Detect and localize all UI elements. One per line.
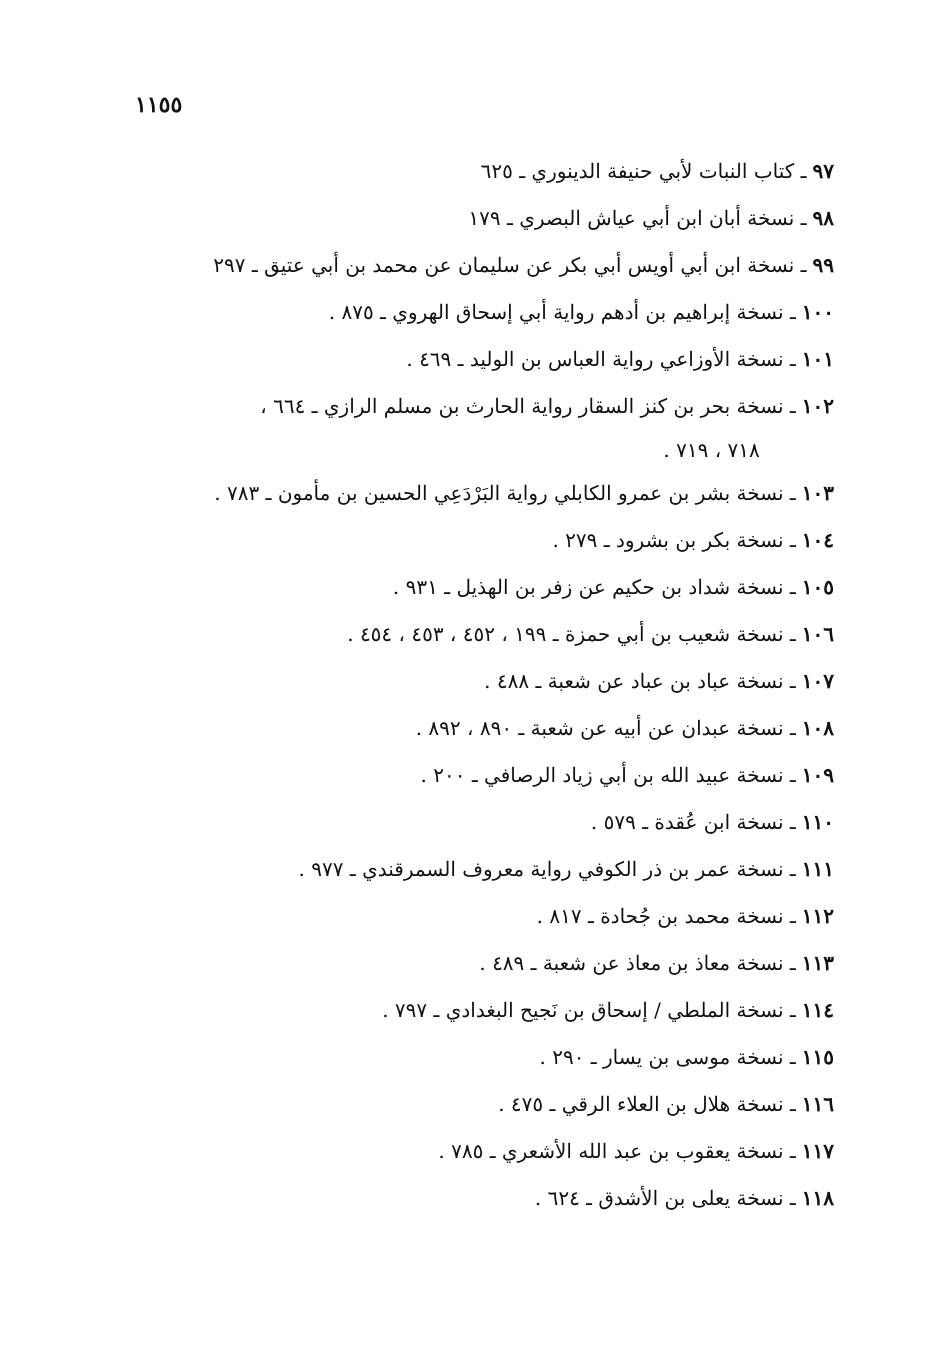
entry-text: ـ نسخة الأوزاعي رواية العباس بن الوليد ـ ٤٦٩ . <box>406 347 796 371</box>
entry-text: ـ نسخة بكر بن بشرود ـ ٢٧٩ . <box>552 528 796 552</box>
list-item <box>134 564 834 611</box>
list-item <box>134 289 834 336</box>
entry-number: ١١٨ <box>801 1186 834 1210</box>
list-item <box>134 1034 834 1081</box>
list-item <box>134 470 834 517</box>
entry-text: ـ نسخة شعيب بن أبي حمزة ـ ١٩٩ ، ٤٥٢ ، ٤٥٣ ، ٤٥٤ . <box>347 622 796 646</box>
entry-text: ـ نسخة هلال بن العلاء الرقي ـ ٤٧٥ . <box>498 1092 796 1116</box>
entry-text: ـ نسخة بحر بن كنز السقار رواية الحارث بن مسلم الرازي ـ ٦٦٤ ، <box>260 394 796 418</box>
list-item <box>134 336 834 383</box>
list-item <box>134 705 834 752</box>
entry-text: ـ نسخة عباد بن عباد عن شعبة ـ ٤٨٨ . <box>484 669 796 693</box>
list-item <box>134 752 834 799</box>
entry-text: ـ نسخة أبان ابن أبي عياش البصري ـ ١٧٩ <box>468 206 807 230</box>
list-item <box>134 658 834 705</box>
entry-number: ١١٧ <box>801 1139 834 1163</box>
entry-text: ـ نسخة محمد بن جُحادة ـ ٨١٧ . <box>536 904 796 928</box>
list-item <box>134 846 834 893</box>
entry-number: ١١٢ <box>801 904 834 928</box>
entry-text: ـ نسخة إبراهيم بن أدهم رواية أبي إسحاق الهروي ـ ٨٧٥ . <box>328 300 796 324</box>
list-item <box>134 148 834 195</box>
entry-text-block <box>134 383 796 470</box>
entry-number: ١١٦ <box>801 1092 834 1116</box>
entry-number: ١١١ <box>801 857 834 881</box>
entry-text: ـ نسخة ابن أبي أويس أبي بكر عن سليمان عن محمد بن أبي عتيق ـ ٢٩٧ <box>213 253 807 277</box>
list-item <box>134 383 834 470</box>
entry-number: ١٠٦ <box>801 622 834 646</box>
list-item <box>134 987 834 1034</box>
entry-number: ٩٩ <box>812 253 834 277</box>
entry-text: ـ نسخة عبيد الله بن أبي زياد الرصافي ـ ٢٠٠ . <box>420 763 796 787</box>
entry-number: ١٠٣ <box>801 481 834 505</box>
entry-number: ١٠٢ <box>801 394 834 418</box>
list-item <box>134 893 834 940</box>
entry-number: ١١٠ <box>801 810 834 834</box>
list-item <box>134 940 834 987</box>
entry-text: ـ نسخة بشر بن عمرو الكابلي رواية البَرْدَعِي الحسين بن مأمون ـ ٧٨٣ . <box>214 481 796 505</box>
entry-text: ـ نسخة شداد بن حكيم عن زفر بن الهذيل ـ ٩٣١ . <box>392 575 796 599</box>
entry-text: ـ كتاب النبات لأبي حنيفة الدينوري ـ ٦٢٥ <box>480 159 807 183</box>
entry-number: ١١٥ <box>801 1045 834 1069</box>
list-item <box>134 1175 834 1222</box>
entry-number: ١٠٨ <box>801 716 834 740</box>
entry-number: ١١٣ <box>801 951 834 975</box>
entry-text: ـ نسخة ابن عُقدة ـ ٥٧٩ . <box>590 810 796 834</box>
list-item <box>134 611 834 658</box>
entry-number: ١٠٠ <box>801 300 834 324</box>
entry-number: ١٠٧ <box>801 669 834 693</box>
entry-text: ـ نسخة معاذ بن معاذ عن شعبة ـ ٤٨٩ . <box>479 951 796 975</box>
list-item <box>134 1081 834 1128</box>
entry-number: ٩٧ <box>812 159 834 183</box>
list-item <box>134 195 834 242</box>
list-item <box>134 799 834 846</box>
entry-continuation: ٧١٨ ، ٧١٩ . <box>663 438 760 462</box>
entry-number: ١٠١ <box>801 347 834 371</box>
entry-text: ـ نسخة موسى بن يسار ـ ٢٩٠ . <box>539 1045 796 1069</box>
entry-text: ـ نسخة الملطي / إسحاق بن نَجيح البغدادي ـ ٧٩٧ . <box>382 998 796 1022</box>
entry-number: ١٠٩ <box>801 763 834 787</box>
entry-number: ١٠٥ <box>801 575 834 599</box>
entry-text: ـ نسخة عمر بن ذر الكوفي رواية معروف السمرقندي ـ ٩٧٧ . <box>298 857 796 881</box>
entry-number: ١١٤ <box>801 998 834 1022</box>
entry-text: ـ نسخة يعلى بن الأشدق ـ ٦٢٤ . <box>534 1186 796 1210</box>
entry-number: ١٠٤ <box>801 528 834 552</box>
entry-text: ـ نسخة يعقوب بن عبد الله الأشعري ـ ٧٨٥ . <box>438 1139 796 1163</box>
list-item <box>134 517 834 564</box>
list-item <box>134 242 834 289</box>
entry-text: ـ نسخة عبدان عن أبيه عن شعبة ـ ٨٩٠ ، ٨٩٢ . <box>415 716 796 740</box>
entry-number: ٩٨ <box>812 206 834 230</box>
list-item <box>134 1128 834 1175</box>
index-list <box>134 148 834 1222</box>
page-number: ١١٥٥ <box>135 92 183 118</box>
